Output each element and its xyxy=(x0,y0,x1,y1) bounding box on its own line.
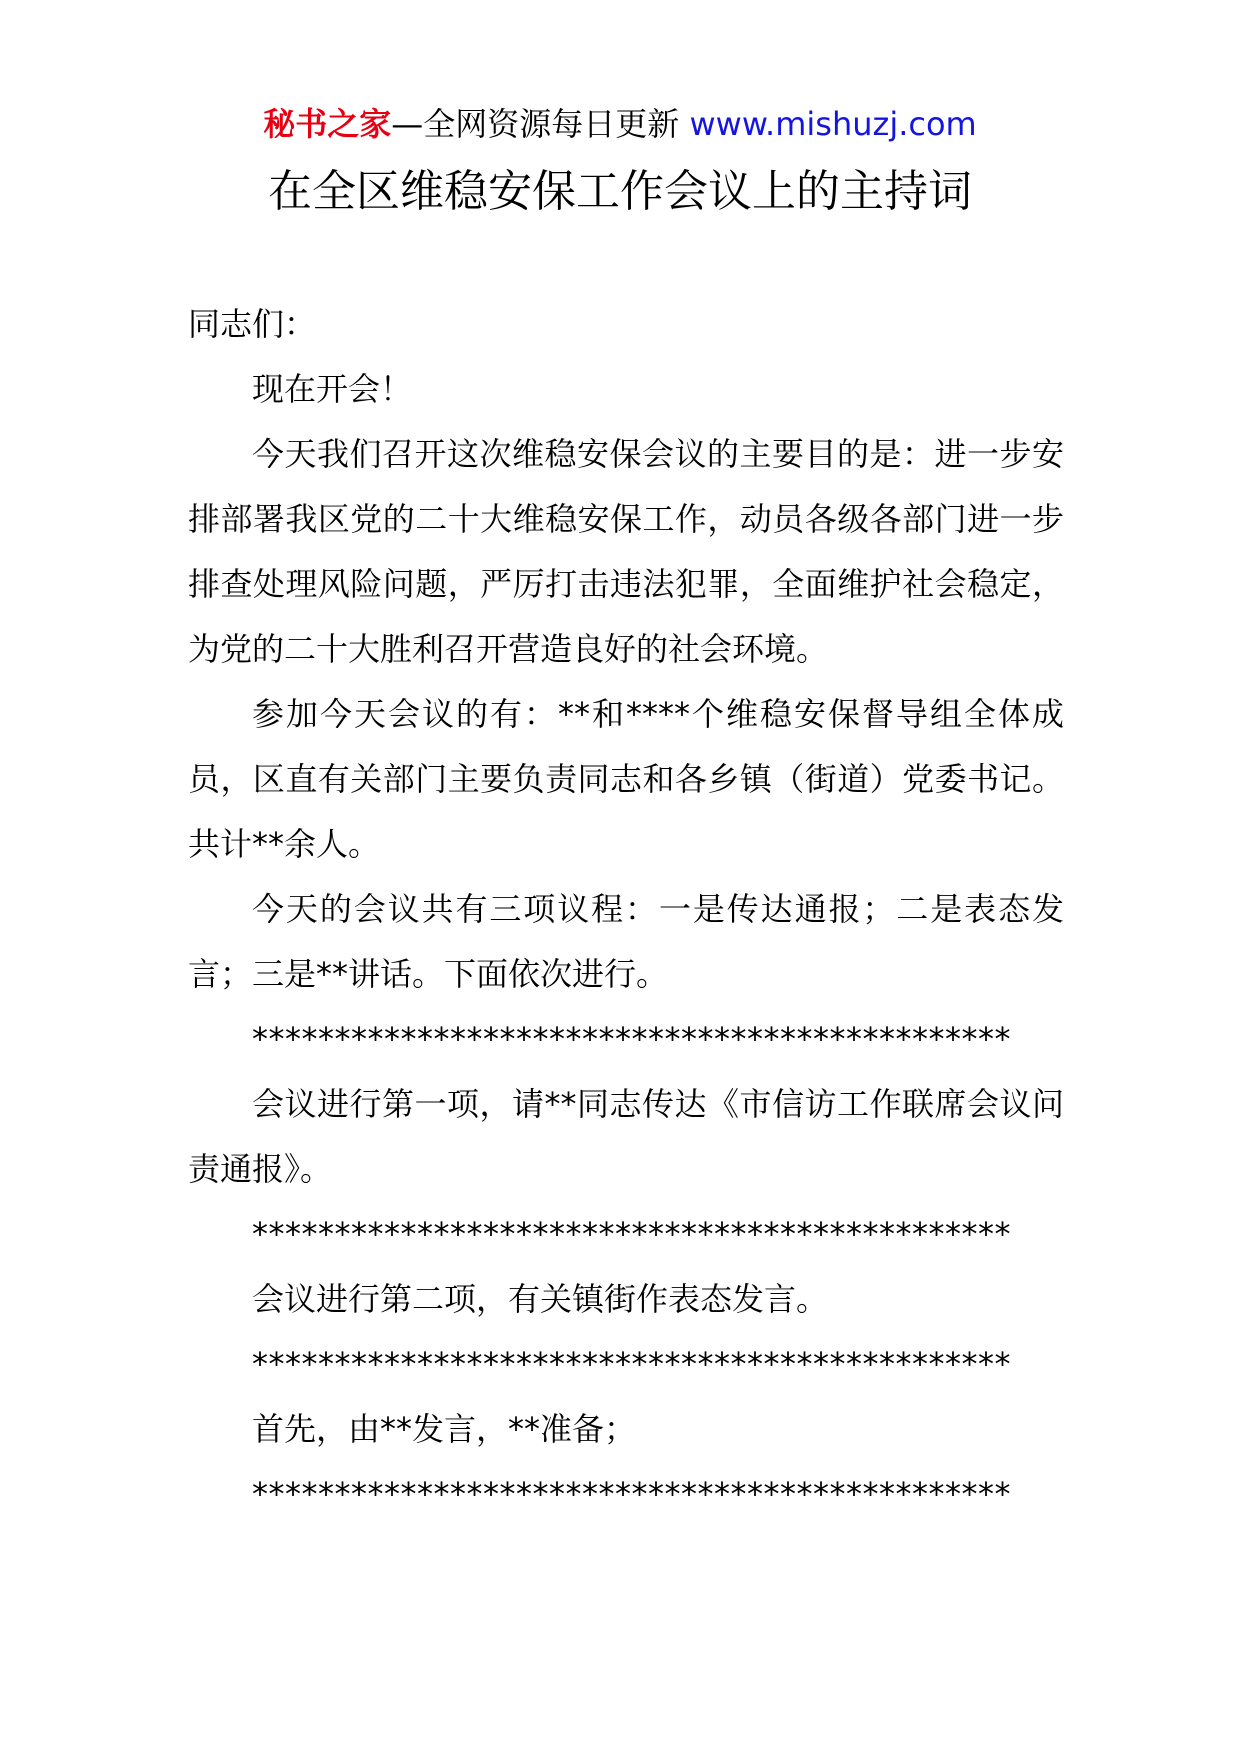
salutation: 同志们： xyxy=(188,305,317,343)
paragraph-open-meeting: 现在开会！ xyxy=(252,370,413,408)
site-header xyxy=(0,100,1240,148)
brand-name: 秘书之家 xyxy=(263,105,392,143)
document-title: 在全区维稳安保工作会议上的主持词 xyxy=(268,166,972,217)
separator-line: ********************************************** xyxy=(252,1215,1011,1253)
paragraph-attendees: 参加今天会议的有：**和****个维稳安保督导组全体成员，区直有关部门主要负责同志和各乡镇（街道）党委书记。共计**余人。 xyxy=(188,695,1064,863)
separator-line: ********************************************** xyxy=(252,1475,1011,1513)
paragraph-agenda: 今天的会议共有三项议程：一是传达通报；二是表态发言；三是**讲话。下面依次进行。 xyxy=(188,890,1064,993)
site-url[interactable]: www.mishuzj.com xyxy=(689,105,977,143)
document-body xyxy=(188,292,1064,1527)
paragraph-purpose: 今天我们召开这次维稳安保会议的主要目的是：进一步安排部署我区党的二十大维稳安保工作，动员各级各部门进一步排查处理风险问题，严厉打击违法犯罪，全面维护社会稳定，为党的二十大胜利召开营造良好的社会环境。 xyxy=(188,435,1064,668)
paragraph-item-one: 会议进行第一项，请**同志传达《市信访工作联席会议问责通报》。 xyxy=(188,1085,1064,1188)
header-tagline: —全网资源每日更新 xyxy=(391,105,690,143)
separator-line: ********************************************** xyxy=(252,1345,1011,1383)
paragraph-item-two: 会议进行第二项，有关镇街作表态发言。 xyxy=(252,1280,829,1318)
paragraph-first-speaker: 首先，由**发言，**准备； xyxy=(252,1410,637,1448)
separator-line: ********************************************** xyxy=(252,1020,1011,1058)
